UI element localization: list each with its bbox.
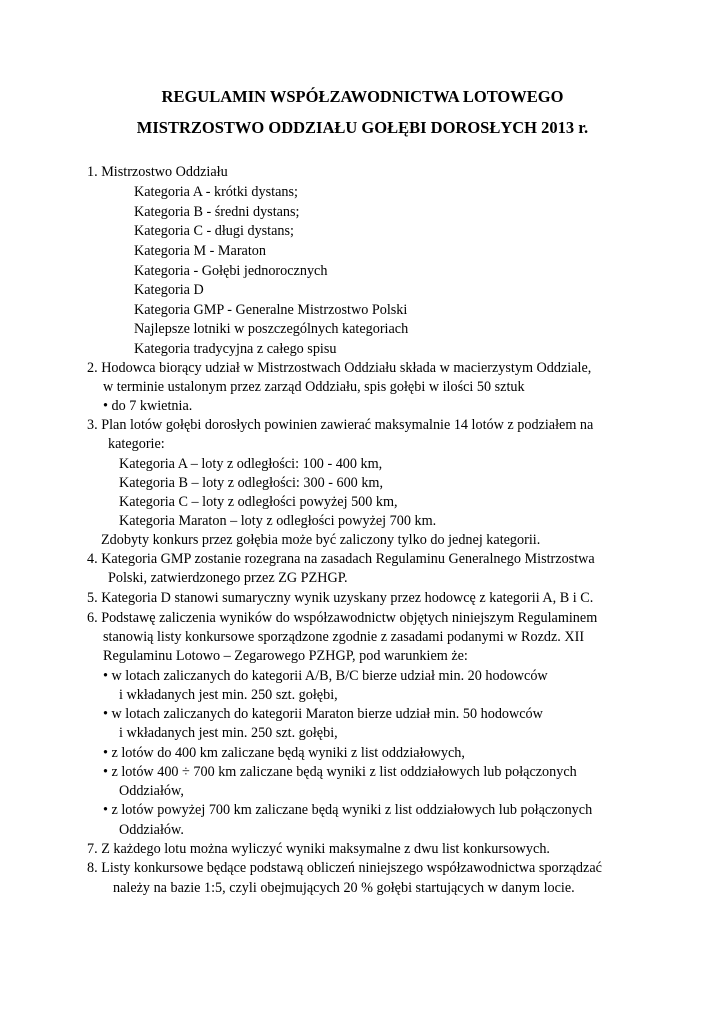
category-item: Kategoria M - Maraton <box>134 243 266 259</box>
section-5-text: 5. Kategoria D stanowi sumaryczny wynik uzyskany przez hodowcę z kategorii A, B i C. <box>87 590 594 606</box>
section-4-text: 4. Kategoria GMP zostanie rozegrana na zasadach Regulaminu Generalnego Mistrzostwa <box>87 551 595 567</box>
bullet-item: • do 7 kwietnia. <box>103 398 193 414</box>
category-item: Kategoria - Gołębi jednorocznych <box>134 263 328 279</box>
section-3-note: Zdobyty konkurs przez gołębia może być zaliczony tylko do jednej kategorii. <box>101 532 541 548</box>
section-2-text: 2. Hodowca biorący udział w Mistrzostwach Oddziału składa w macierzystym Oddziale, <box>87 360 592 376</box>
bullet-continuation: i wkładanych jest min. 250 szt. gołębi, <box>119 725 338 741</box>
bullet-item: • z lotów do 400 km zaliczane będą wyniki z list oddziałowych, <box>103 745 465 761</box>
bullet-item: • w lotach zaliczanych do kategorii Maraton bierze udział min. 50 hodowców <box>103 706 543 722</box>
section-6-text: 6. Podstawę zaliczenia wyników do współzawodnictw objętych niniejszym Regulaminem <box>87 610 598 626</box>
section-1-heading: 1. Mistrzostwo Oddziału <box>87 164 228 180</box>
category-item: Kategoria GMP - Generalne Mistrzostwo Polski <box>134 302 408 318</box>
document-subtitle: MISTRZOSTWO ODDZIAŁU GOŁĘBI DOROSŁYCH 2013 r. <box>136 118 589 137</box>
section-4-text: Polski, zatwierdzonego przez ZG PZHGP. <box>108 570 348 586</box>
section-8-text: 8. Listy konkursowe będące podstawą obliczeń niniejszego współzawodnictwa sporządzać <box>87 860 602 876</box>
section-3-text: 3. Plan lotów gołębi dorosłych powinien zawierać maksymalnie 14 lotów z podziałem na <box>87 417 594 433</box>
distance-item: Kategoria C – loty z odległości powyżej 500 km, <box>119 494 398 510</box>
category-item: Kategoria tradycyjna z całego spisu <box>134 341 337 357</box>
section-2-text: w terminie ustalonym przez zarząd Oddziału, spis gołębi w ilości 50 sztuk <box>103 379 525 395</box>
document-title: REGULAMIN WSPÓŁZAWODNICTWA LOTOWEGO <box>161 87 564 106</box>
section-3-text: kategorie: <box>108 436 165 452</box>
section-8-text: należy na bazie 1:5, czyli obejmujących 20 % gołębi startujących w danym locie. <box>113 880 575 896</box>
category-item: Kategoria C - długi dystans; <box>134 223 294 239</box>
bullet-continuation: Oddziałów. <box>119 822 184 838</box>
section-6-text: stanowią listy konkursowe sporządzone zgodnie z zasadami podanymi w Rozdz. XII <box>103 629 585 645</box>
distance-item: Kategoria Maraton – loty z odległości powyżej 700 km. <box>119 513 437 529</box>
section-7-text: 7. Z każdego lotu można wyliczyć wyniki maksymalne z dwu list konkursowych. <box>87 841 550 857</box>
bullet-continuation: i wkładanych jest min. 250 szt. gołębi, <box>119 687 338 703</box>
bullet-item: • w lotach zaliczanych do kategorii A/B, B/C bierze udział min. 20 hodowców <box>103 668 548 684</box>
distance-item: Kategoria B – loty z odległości: 300 - 600 km, <box>119 475 383 491</box>
category-item: Kategoria A - krótki dystans; <box>134 184 298 200</box>
bullet-item: • z lotów 400 ÷ 700 km zaliczane będą wyniki z list oddziałowych lub połączonych <box>103 764 577 780</box>
bullet-continuation: Oddziałów, <box>119 783 184 799</box>
category-item: Kategoria D <box>134 282 204 298</box>
distance-item: Kategoria A – loty z odległości: 100 - 400 km, <box>119 456 383 472</box>
section-6-text: Regulaminu Lotowo – Zegarowego PZHGP, pod warunkiem że: <box>103 648 468 664</box>
category-item: Najlepsze lotniki w poszczególnych kategoriach <box>134 321 409 337</box>
bullet-item: • z lotów powyżej 700 km zaliczane będą wyniki z list oddziałowych lub połączonych <box>103 802 593 818</box>
category-item: Kategoria B - średni dystans; <box>134 204 300 220</box>
